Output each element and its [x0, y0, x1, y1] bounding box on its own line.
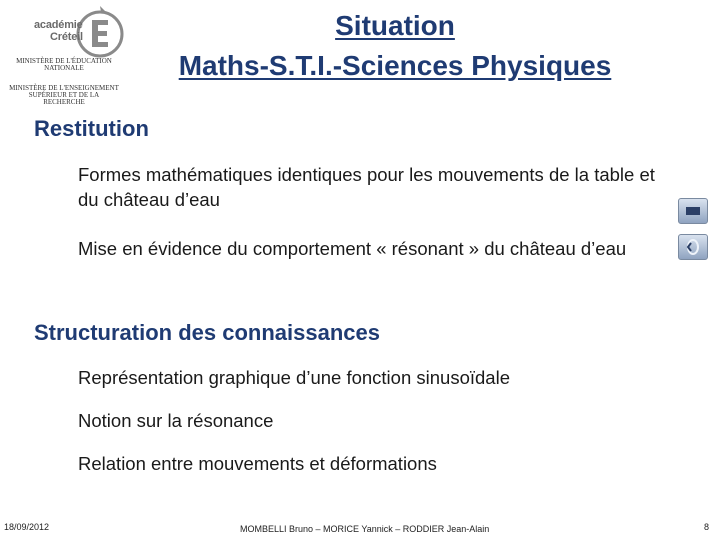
- e-logo-icon: [76, 2, 124, 62]
- list-item: Formes mathématiques identiques pour les mouvements de la table et du château d’eau: [78, 164, 655, 210]
- title-line-2: Maths-S.T.I.-Sciences Physiques: [178, 50, 612, 81]
- ministere-enseignement: MINISTÈRE DE L'ENSEIGNEMENT SUPÉRIEUR ET DE LA RECHERCHE: [9, 84, 119, 106]
- restitution-heading: Restitution: [34, 116, 149, 141]
- ministere-education: MINISTÈRE DE L'ÉDUCATION NATIONALE: [16, 57, 112, 72]
- slide-nav-button[interactable]: [678, 198, 708, 224]
- sound-nav-button[interactable]: [678, 234, 708, 260]
- page-number: 8: [704, 522, 710, 532]
- slide-icon: [679, 199, 707, 223]
- footer-date: 18/09/2012: [4, 522, 50, 532]
- footer-authors: MOMBELLI Bruno – MORICE Yannick – RODDIER Jean-Alain: [240, 524, 490, 534]
- list-item: Représentation graphique d’une fonction sinusoïdale: [78, 367, 510, 388]
- title-line-1: Situation: [335, 10, 455, 41]
- academie-logo: [8, 2, 120, 108]
- academie-text: académie: [34, 19, 83, 31]
- slide-title: [140, 6, 650, 86]
- list-item: Relation entre mouvements et déformations: [78, 453, 437, 474]
- list-item: Notion sur la résonance: [78, 410, 274, 431]
- sound-icon: [679, 235, 707, 259]
- list-item: Mise en évidence du comportement « résonant » du château d’eau: [78, 238, 627, 259]
- creteil-text: Créteil: [50, 31, 83, 43]
- structuration-heading: Structuration des connaissances: [34, 320, 380, 345]
